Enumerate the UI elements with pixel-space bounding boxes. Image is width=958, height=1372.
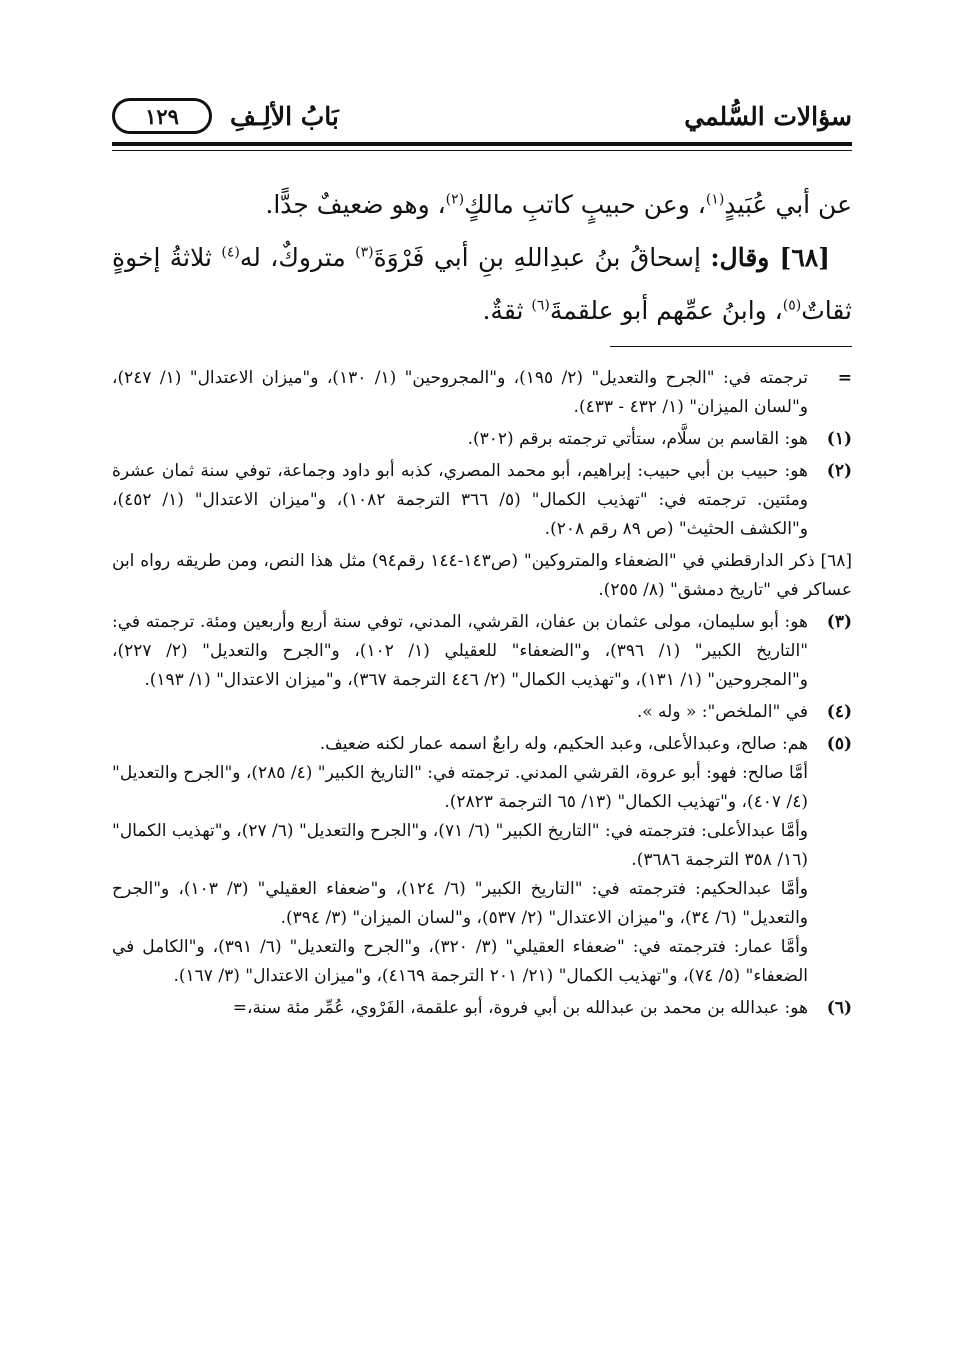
- main-text: [112, 178, 852, 337]
- footnote-ref-1[interactable]: (١): [705, 191, 725, 208]
- footnote-number: (٢): [826, 461, 852, 481]
- footnote-1: [112, 425, 852, 454]
- footnote-text: في "الملخص": « وله ».: [636, 702, 808, 722]
- main-text-segment: ثقةٌ.: [482, 296, 532, 325]
- main-text-segment: عن أبي عُبَيدٍ: [724, 190, 852, 219]
- footnote-text: وأمَّا عمار: فترجمته في: "ضعفاء العقيلي" (٣/ ٣٢٠)، و"الجرح والتعديل" (٦/ ٣٩١)، و"الكامل في الضعفاء" (٥/ ٧٤)، و"تهذيب الكمال" (٢١/ ٢٠١ الترجمة ٤١٦٩)، و"ميزان الاعتدال" (٣/ ١٦٧).: [112, 937, 809, 986]
- footnote-text: ترجمته في: "الجرح والتعديل" (٢/ ١٩٥)، و"المجروحين" (١/ ١٣٠)، و"ميزان الاعتدال" (١/ ٢٤٧)، و"لسان الميزان" (١/ ٤٣٢ - ٤٣٣).: [112, 368, 809, 417]
- footnote-text: [٦٨] ذكر الدارقطني في "الضعفاء والمتروكين" (ص١٤٣-١٤٤ رقم٩٤) مثل هذا النص، ومن طريقه رواه ابن عساكر في "تاريخ دمشق" (٨/ ٢٥٥).: [112, 551, 853, 600]
- footnote-text: هم: صالح، وعبدالأعلى، وعبد الحكيم، وله رابعٌ اسمه عمار لكنه ضعيف.: [319, 734, 808, 754]
- header-rule-thick: [112, 142, 852, 146]
- footnote-text: هو: القاسم بن سلَّام، ستأتي ترجمته برقم (٣٠٢).: [467, 429, 808, 449]
- footnote-number: (٣): [826, 612, 852, 632]
- main-paragraph-1: [112, 178, 852, 231]
- footnote-5: [112, 730, 852, 991]
- footnote-text: هو: عبدالله بن محمد بن عبدالله بن أبي فروة، أبو علقمة، الفَرْوي، عُمِّر مئة سنة،=: [232, 998, 808, 1018]
- header-rule-thin: [112, 150, 852, 151]
- footnote-ref-5[interactable]: (٥): [782, 297, 802, 314]
- footnote-number: (٤): [826, 702, 852, 722]
- footnote-text: وأمَّا عبدالحكيم: فترجمته في: "التاريخ الكبير" (٦/ ١٢٤)، و"ضعفاء العقيلي" (٣/ ١٠٣)، و"الجرح والتعديل" (٦/ ٣٤)، و"ميزان الاعتدال" (٢/ ٥٣٧)، و"لسان الميزان" (٣/ ٣٩٤).: [112, 879, 808, 928]
- footnote-text: هو: حبيب بن أبي حبيب: إبراهيم، أبو محمد المصري، كذبه أبو داود وجماعة، توفي سنة ثمان عشرة ومئتين. ترجمته في: "تهذيب الكمال" (٥/ ٣٦٦ الترجمة ١٠٨٢)، و"ميزان الاعتدال" (١/ ٤٥٢)، و"الكشف الحثيث" (ص ٨٩ رقم ٢٠٨).: [112, 461, 808, 539]
- footnote-text: هو: أبو سليمان، مولى عثمان بن عفان، القرشي، المدني، توفي سنة أربع وأربعين ومئة. ترجمته في: "التاريخ الكبير" (١/ ٣٩٦)، و"الضعفاء" للعقيلي (١/ ١٠٢)، و"الجرح والتعديل" (٢/ ٢٢٧)، و"المجروحين" (١/ ١٣١)، و"تهذيب الكمال" (٢/ ٤٤٦ الترجمة ٣٦٧)، و"ميزان الاعتدال" (١/ ١٩٣).: [112, 612, 809, 690]
- footnote-3: [112, 608, 852, 695]
- main-text-segment: إسحاقُ بنُ عبدِاللهِ بنِ أبي فَرْوَةَ: [373, 243, 711, 272]
- entry-68: [112, 231, 852, 337]
- footnote-number: (٦): [826, 998, 852, 1018]
- main-text-segment: متروكٌ، له: [239, 243, 356, 272]
- page-header: [112, 84, 852, 150]
- footnote-ref-2[interactable]: (٢): [445, 191, 465, 208]
- footnote-text: أمَّا صالح: فهو: أبو عروة، القرشي المدني. ترجمته في: "التاريخ الكبير" (٤/ ٢٨٥)، و"الجرح والتعديل" (٤/ ٤٠٧)، و"تهذيب الكمال" (١٣/ ٦٥ الترجمة ٢٨٢٣).: [112, 763, 808, 812]
- main-text-segment: ، وهو ضعيفٌ جدًّا.: [265, 190, 446, 219]
- footnote-text: وأمَّا عبدالأعلى: فترجمته في: "التاريخ الكبير" (٦/ ٧١)، و"الجرح والتعديل" (٦/ ٢٧)، و"تهذيب الكمال" (١٦/ ٣٥٨ الترجمة ٣٦٨٦).: [112, 821, 809, 870]
- page-number: ١٢٩: [145, 103, 179, 129]
- footnote-ref-3[interactable]: (٣): [355, 244, 374, 261]
- footnote-2: [112, 457, 852, 544]
- continuation-mark: =: [837, 368, 852, 388]
- footnote-4: [112, 698, 852, 727]
- chapter-title: بَابُ الألِـفِ: [230, 102, 339, 131]
- footnote-divider: [610, 346, 852, 347]
- footnote-ref-4[interactable]: (٤): [221, 244, 240, 261]
- book-title: سؤالات السُّلمي: [684, 102, 852, 131]
- footnote-entry-68: [112, 547, 852, 605]
- footnote-ref-6[interactable]: (٦): [531, 297, 550, 314]
- main-text-segment: ، وابنُ عمِّهم أبو علقمةَ: [549, 296, 783, 325]
- footnote-6: [112, 994, 852, 1023]
- footnote-number: (٥): [826, 734, 852, 754]
- main-text-segment: ثلاثةُ إخوةٍ ثقاتٌ: [112, 243, 852, 325]
- main-text-segment: ، وعن حبيبٍ كاتبِ مالكٍ: [464, 190, 706, 219]
- page-number-badge: [112, 98, 212, 134]
- entry-label: [٦٨] وقال:: [710, 243, 831, 272]
- footnotes: [112, 364, 852, 1026]
- footnote-continuation: [112, 364, 852, 422]
- footnote-number: (١): [826, 429, 852, 449]
